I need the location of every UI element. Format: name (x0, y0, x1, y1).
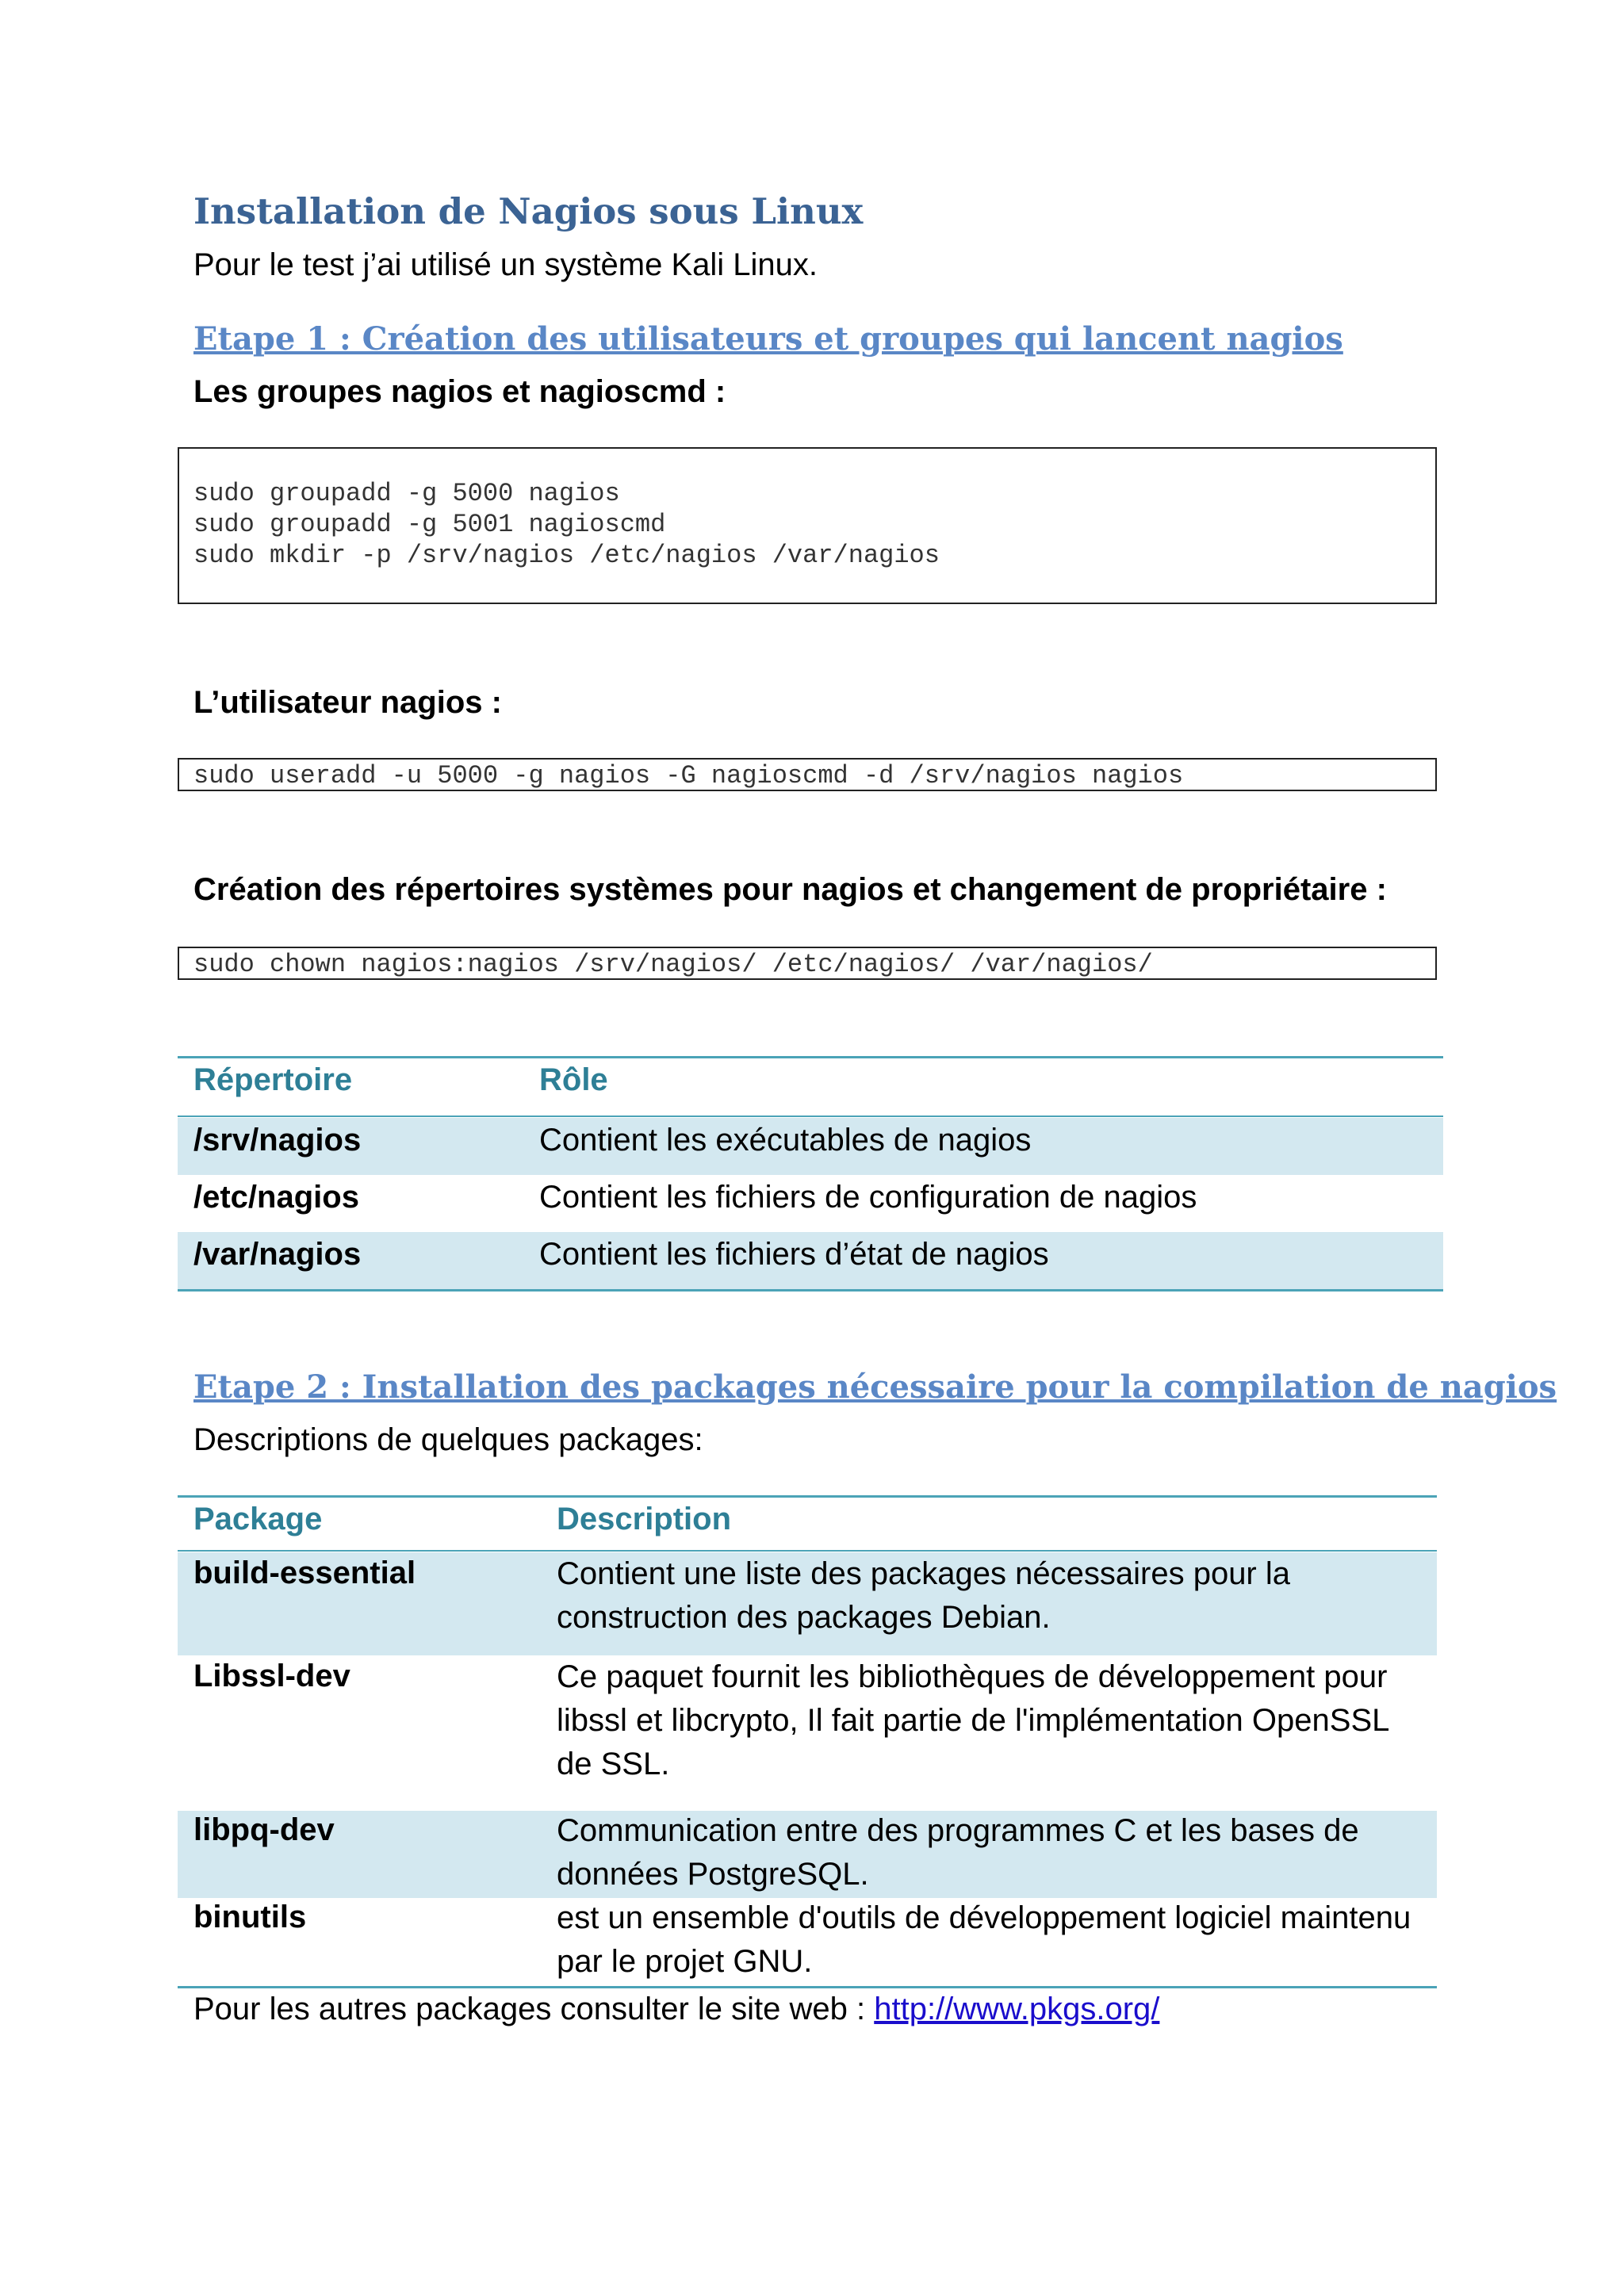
groups-code-block (178, 447, 1437, 604)
table-cell-description: Contient une liste des packages nécessaires pour la construction des packages Debian. (557, 1556, 1290, 1635)
step2-heading: Etape 2 : Installation des packages nécessaire pour la compilation de nagios (193, 1368, 1557, 1406)
table-border-bottom (178, 1289, 1443, 1292)
code-line: sudo mkdir -p /srv/nagios /etc/nagios /var/nagios (193, 541, 940, 570)
table-cell-package: libpq-dev (193, 1812, 335, 1847)
user-code-block (178, 758, 1437, 791)
page-title: Installation de Nagios sous Linux (193, 190, 864, 232)
table-cell-role: Contient les fichiers de configuration de nagios (539, 1180, 1197, 1215)
table-cell-directory: /etc/nagios (193, 1180, 359, 1215)
chown-code-block (178, 947, 1437, 980)
table-border-top (178, 1056, 1443, 1058)
table-cell-package: build-essential (193, 1556, 416, 1590)
code-line: sudo groupadd -g 5000 nagios (193, 479, 620, 508)
code-line: sudo groupadd -g 5001 nagioscmd (193, 510, 666, 539)
groups-label: Les groupes nagios et nagioscmd : (193, 374, 726, 409)
table-cell-package: binutils (193, 1900, 307, 1934)
user-label: L’utilisateur nagios : (193, 685, 502, 720)
table-cell-directory: /srv/nagios (193, 1123, 362, 1158)
table-border-top (178, 1495, 1437, 1498)
table-cell-role: Contient les exécutables de nagios (539, 1123, 1032, 1158)
table-cell-description: Communication entre des programmes C et les bases de données PostgreSQL. (557, 1813, 1359, 1892)
step2-intro: Descriptions de quelques packages: (193, 1422, 703, 1457)
table-cell-description: Ce paquet fournit les bibliothèques de développement pour libssl et libcrypto, Il fait partie de l'implémentation OpenSSL de SSL. (557, 1659, 1388, 1781)
table-header-separator (178, 1115, 1443, 1117)
intro-text: Pour le test j’ai utilisé un système Kali Linux. (193, 247, 818, 282)
pkgs-link[interactable]: http://www.pkgs.org/ (874, 1992, 1160, 2026)
table-header-separator (178, 1550, 1437, 1552)
code-line: sudo useradd -u 5000 -g nagios -G nagioscmd -d /srv/nagios nagios (193, 761, 1184, 790)
step1-heading: Etape 1 : Création des utilisateurs et groupes qui lancent nagios (193, 320, 1343, 358)
table-header-directory: Répertoire (193, 1062, 353, 1097)
table-header-package: Package (193, 1502, 323, 1536)
footer-text: Pour les autres packages consulter le site web : (193, 1992, 875, 2026)
table-cell-directory: /var/nagios (193, 1237, 362, 1272)
table-cell-package: Libssl-dev (193, 1659, 350, 1693)
table-header-role: Rôle (539, 1062, 608, 1097)
table-border-bottom (178, 1986, 1437, 1988)
code-line: sudo chown nagios:nagios /srv/nagios/ /etc/nagios/ /var/nagios/ (193, 950, 1153, 979)
table-cell-role: Contient les fichiers d’état de nagios (539, 1237, 1049, 1272)
table-cell-description: est un ensemble d'outils de développement logiciel maintenu par le projet GNU. (557, 1900, 1411, 1979)
dirs-label: Création des répertoires systèmes pour nagios et changement de propriétaire : (193, 872, 1387, 907)
table-header-description: Description (557, 1502, 732, 1536)
footer-note (193, 1992, 1159, 2027)
